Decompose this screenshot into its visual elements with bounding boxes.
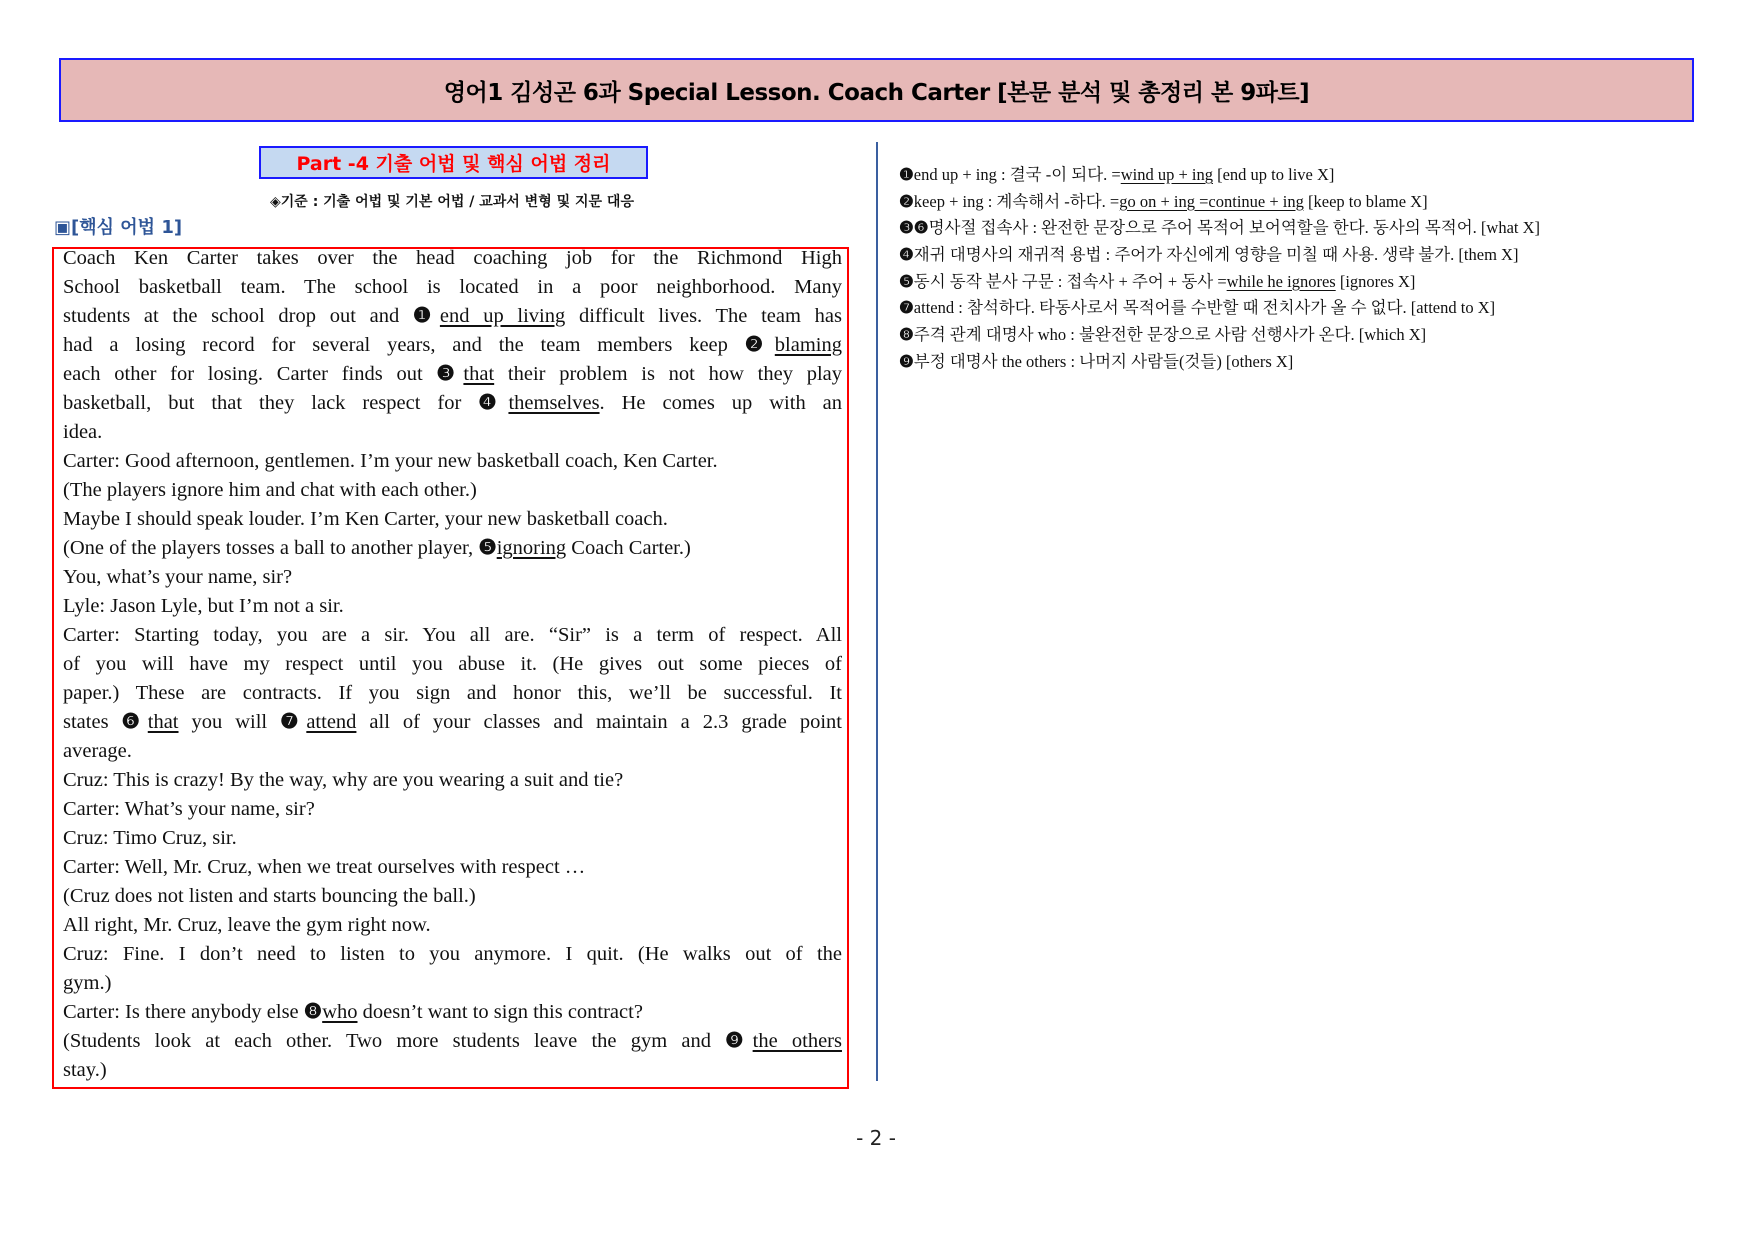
text-segment: 부정 대명사 the others : 나머지 사람들(것들) [others X] [913, 351, 1294, 371]
passage-line [63, 621, 842, 650]
grammar-note [899, 322, 1540, 349]
text-segment: you will [178, 711, 281, 733]
underlined-grammar-point: who [322, 1001, 358, 1023]
circled-number-marker: ❻ [121, 711, 148, 733]
passage-line [63, 534, 842, 563]
underlined-grammar-point: blaming [774, 334, 842, 356]
text-segment: Cruz: This is crazy! By the way, why are you wearing a suit and tie? [63, 769, 624, 791]
passage-line [63, 447, 842, 476]
text-segment: 주격 관계 대명사 who : 불완전한 문장으로 사람 선행사가 온다. [which X] [913, 325, 1427, 345]
text-segment: attend : 참석하다. 타동사로서 목적어를 수반할 때 전치사가 올 수 없다. [attend to X] [913, 298, 1496, 318]
underlined-grammar-point: attend [306, 711, 357, 733]
text-segment: Carter: Good afternoon, gentlemen. I’m your new basketball coach, Ken Carter. [63, 450, 718, 472]
text-segment: [ignores X] [1335, 271, 1416, 291]
text-segment: average. [63, 740, 132, 762]
passage-line [63, 998, 842, 1027]
text-segment: had a losing record for several years, and the team members keep [63, 334, 745, 356]
passage-line [63, 563, 842, 592]
circled-number-marker: ❶ [899, 165, 914, 184]
section-title: ▣[핵심 어법 1] [54, 217, 183, 238]
text-segment: difficult lives. The team has [565, 305, 842, 327]
text-segment: Cruz: Fine. I don’t need to listen to you anymore. I quit. (He walks out of the [63, 943, 842, 965]
text-segment: (Cruz does not listen and starts bouncing the ball.) [63, 885, 476, 907]
passage-line [63, 795, 842, 824]
passage-line [63, 853, 842, 882]
passage-line [63, 650, 842, 679]
underlined-grammar-point: themselves [508, 392, 600, 414]
passage-line [63, 476, 842, 505]
passage-line [63, 708, 842, 737]
grammar-note [899, 295, 1540, 322]
circled-number-marker: ❹ [899, 245, 914, 265]
circled-number-marker: ❽ [899, 325, 914, 345]
circled-number-marker: ❾ [899, 351, 914, 371]
text-segment: 재귀 대명사의 재귀적 용법 : 주어가 자신에게 영향을 미칠 때 사용. 생략 불가. [them X] [913, 245, 1519, 265]
passage-line [63, 418, 842, 447]
column-divider [876, 142, 878, 1081]
passage-line [63, 244, 842, 273]
circled-number-marker: ❸ [436, 363, 464, 385]
page-number: - 2 - [856, 1126, 896, 1150]
passage-line [63, 911, 842, 940]
text-segment: 동시 동작 분사 구문 : 접속사 + 주어 + 동사 = [913, 271, 1227, 291]
text-segment: Maybe I should speak louder. I’m Ken Carter, your new basketball coach. [63, 508, 668, 530]
passage-line [63, 1027, 842, 1056]
underlined-grammar-point: end up living [439, 305, 566, 327]
criteria-text: ◈기준 : 기출 어법 및 기본 어법 / 교과서 변형 및 지문 대응 [270, 194, 634, 210]
circled-number-marker: ❾ [725, 1030, 753, 1052]
passage-line [63, 824, 842, 853]
passage-line [63, 679, 842, 708]
text-segment: 명사절 접속사 : 완전한 문장으로 주어 목적어 보어역할을 한다. 동사의 목적어. [what X] [928, 218, 1541, 238]
passage-text [63, 244, 842, 1085]
passage-line [63, 273, 842, 302]
part-title: Part -4 기출 어법 및 핵심 어법 정리 [296, 153, 611, 175]
circled-number-marker: ❹ [478, 392, 509, 414]
passage-line [63, 882, 842, 911]
text-segment: [keep to blame X] [1303, 191, 1428, 211]
text-segment: gym.) [63, 972, 112, 994]
part-title-box [259, 146, 648, 179]
passage-line [63, 969, 842, 998]
text-segment: paper.) These are contracts. If you sign and honor this, we’ll be successful. It [63, 682, 842, 704]
underlined-grammar-point: wind up + ing [1120, 165, 1213, 184]
passage-line [63, 766, 842, 795]
text-segment: (Students look at each other. Two more students leave the gym and [63, 1030, 726, 1052]
text-segment: You, what’s your name, sir? [63, 566, 293, 588]
text-segment: end up + ing : 결국 -이 되다. = [913, 165, 1121, 184]
text-segment: Lyle: Jason Lyle, but I’m not a sir. [63, 595, 344, 617]
text-segment: Coach Ken Carter takes over the head coaching job for the Richmond High [63, 247, 842, 269]
circled-number-marker: ❺ [899, 271, 914, 291]
text-segment: School basketball team. The school is located in a poor neighborhood. Many [63, 276, 842, 298]
passage-line [63, 331, 842, 360]
text-segment: basketball, but that they lack respect for [63, 392, 479, 414]
grammar-note [899, 215, 1540, 242]
text-segment: [end up to live X] [1212, 165, 1335, 184]
underlined-grammar-point: that [147, 711, 179, 733]
text-segment: of you will have my respect until you abuse it. (He gives out some pieces of [63, 653, 842, 675]
grammar-notes [899, 162, 1540, 376]
underlined-grammar-point: ignoring [496, 537, 567, 559]
passage-line [63, 389, 842, 418]
circled-number-marker: ❷ [744, 334, 775, 356]
underlined-grammar-point: go on + ing =continue + ing [1119, 191, 1304, 211]
text-segment: Carter: What’s your name, sir? [63, 798, 315, 820]
passage-line [63, 360, 842, 389]
passage-line [63, 737, 842, 766]
circled-number-marker: ❶ [412, 305, 440, 327]
passage-line [63, 302, 842, 331]
passage-line [63, 940, 842, 969]
grammar-note [899, 349, 1540, 376]
circled-number-marker: ❺ [478, 537, 497, 559]
grammar-note [899, 162, 1540, 189]
circled-number-marker: ❼ [280, 711, 307, 733]
text-segment: all of your classes and maintain a 2.3 grade point [356, 711, 842, 733]
text-segment: (The players ignore him and chat with each other.) [63, 479, 477, 501]
text-segment: idea. [63, 421, 103, 443]
circled-number-marker: ❸❻ [899, 218, 929, 238]
text-segment: their problem is not how they play [494, 363, 842, 385]
text-segment: . He comes up with an [599, 392, 842, 414]
text-segment: Coach Carter.) [566, 537, 691, 559]
text-segment: each other for losing. Carter finds out [63, 363, 437, 385]
text-segment: Cruz: Timo Cruz, sir. [63, 827, 237, 849]
text-segment: students at the school drop out and [63, 305, 413, 327]
text-segment: doesn’t want to sign this contract? [357, 1001, 643, 1023]
passage-line [63, 1056, 842, 1085]
circled-number-marker: ❼ [899, 298, 914, 318]
underlined-grammar-point: that [463, 363, 495, 385]
text-segment: keep + ing : 계속해서 -하다. = [913, 191, 1120, 211]
document-title: 영어1 김성곤 6과 Special Lesson. Coach Carter [본문 분석 및 총정리 본 9파트] [443, 79, 1310, 106]
text-segment: stay.) [63, 1059, 107, 1081]
passage-line [63, 505, 842, 534]
text-segment: states [63, 711, 122, 733]
grammar-note [899, 189, 1540, 216]
passage-line [63, 592, 842, 621]
circled-number-marker: ❷ [899, 191, 914, 211]
text-segment: Carter: Well, Mr. Cruz, when we treat ourselves with respect … [63, 856, 586, 878]
text-segment: Carter: Starting today, you are a sir. You all are. “Sir” is a term of respect. All [63, 624, 842, 646]
text-segment: (One of the players tosses a ball to another player, [63, 537, 479, 559]
text-segment: All right, Mr. Cruz, leave the gym right now. [63, 914, 431, 936]
grammar-note [899, 269, 1540, 296]
text-segment: Carter: Is there anybody else [63, 1001, 304, 1023]
circled-number-marker: ❽ [303, 1001, 323, 1023]
grammar-note [899, 242, 1540, 269]
document-header [59, 58, 1694, 122]
underlined-grammar-point: while he ignores [1226, 271, 1336, 291]
underlined-grammar-point: the others [752, 1030, 842, 1052]
